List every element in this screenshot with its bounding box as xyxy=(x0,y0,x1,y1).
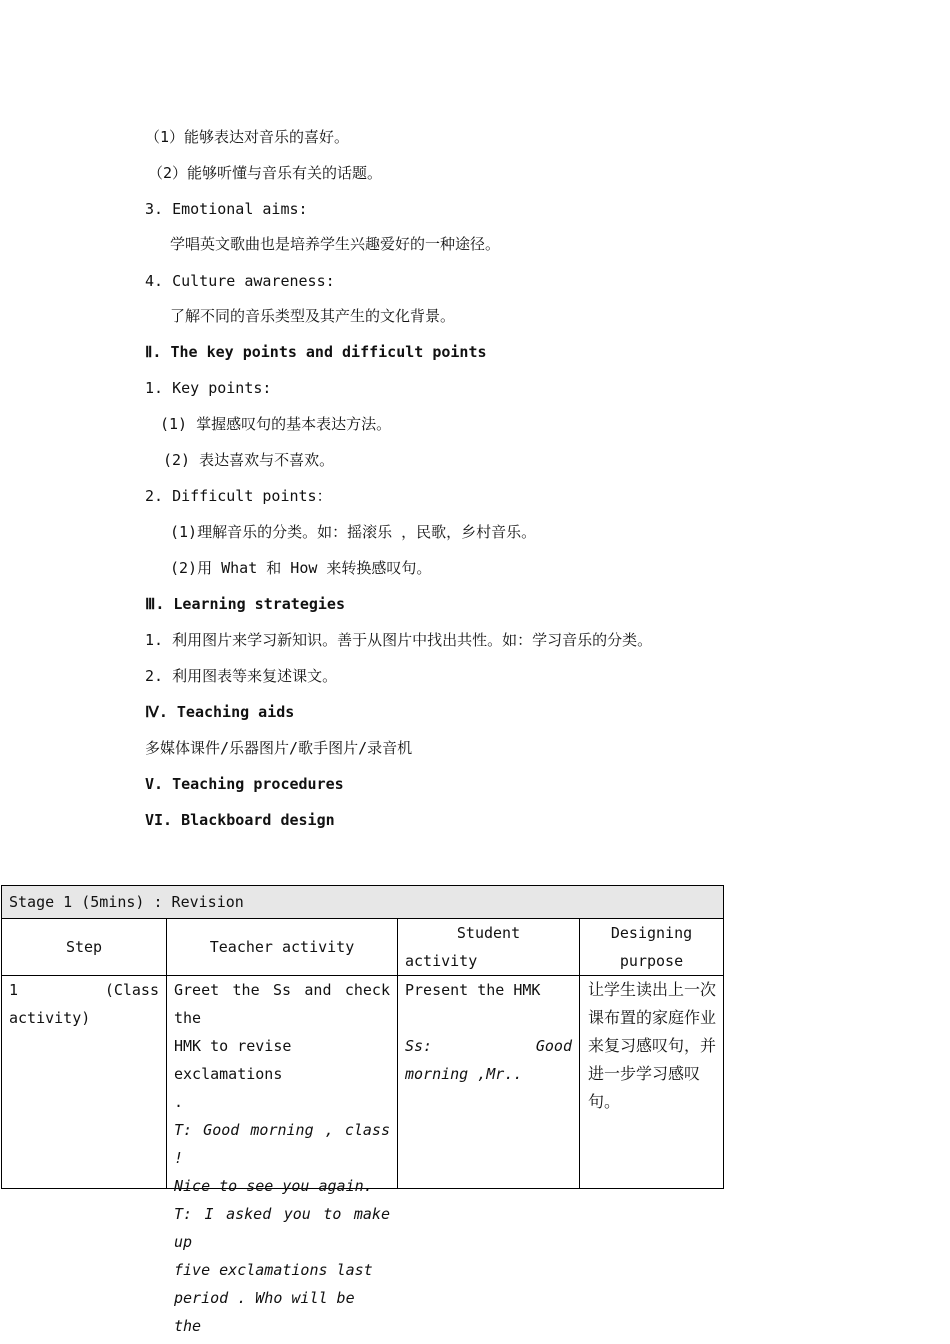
step-cell xyxy=(2,976,167,1189)
emotional-aims-text: 学唱英文歌曲也是培养学生兴趣爱好的一种途径。 xyxy=(170,235,501,253)
header-student-line-1: Student xyxy=(456,924,521,942)
student-line-1: Present the HMK xyxy=(405,981,541,999)
purpose-line-4: 进一步学习感叹 xyxy=(588,1064,701,1083)
step-line-1 xyxy=(9,976,159,1004)
student-line-3: morning ,Mr.. xyxy=(405,1065,523,1083)
step-number: 1 xyxy=(9,981,19,999)
teacher-activity-cell xyxy=(167,976,398,1335)
student-good: Good xyxy=(535,1037,572,1055)
header-designing-purpose xyxy=(580,919,724,976)
key-point-1: (1) 掌握感叹句的基本表达方法。 xyxy=(160,415,392,433)
student-activity-cell xyxy=(398,976,580,1189)
header-student-line-2: activity xyxy=(405,952,478,970)
student-ss: Ss: xyxy=(405,1037,433,1055)
header-teacher-activity: Teacher activity xyxy=(167,919,398,976)
designing-purpose-cell xyxy=(580,976,724,1189)
teacher-line-2: HMK to revise exclamations xyxy=(174,1037,292,1083)
teacher-line-3: . xyxy=(174,1093,184,1111)
strategy-1: 1. 利用图片来学习新知识。善于从图片中找出共性。如：学习音乐的分类。 xyxy=(145,631,653,649)
header-purpose-line-1: Designing xyxy=(610,924,693,942)
purpose-line-5: 句。 xyxy=(588,1092,621,1111)
purpose-line-2: 课布置的家庭作业 xyxy=(588,1008,717,1027)
key-points-heading: 1. Key points: xyxy=(145,379,272,397)
step-activity: activity) xyxy=(9,1009,91,1027)
key-point-2: (2) 表达喜欢与不喜欢。 xyxy=(163,451,335,469)
procedure-table xyxy=(1,885,724,1335)
objective-1: （1）能够表达对音乐的喜好。 xyxy=(145,128,350,146)
section-4-heading: Ⅳ. Teaching aids xyxy=(145,703,295,721)
purpose-line-3: 来复习感叹句，并 xyxy=(588,1036,717,1055)
culture-awareness-heading: 4. Culture awareness: xyxy=(145,272,335,290)
emotional-aims-heading: 3. Emotional aims: xyxy=(145,200,308,218)
teacher-line-5: Nice to see you again. xyxy=(174,1177,373,1195)
teacher-line-7: five exclamations last xyxy=(174,1261,373,1279)
teacher-line-4: T: Good morning , class ! xyxy=(174,1121,390,1167)
difficult-point-2: (2)用 What 和 How 来转换感叹句。 xyxy=(170,559,432,577)
difficult-point-1: (1)理解音乐的分类。如：摇滚乐 ，民歌，乡村音乐。 xyxy=(170,523,537,541)
header-student-activity xyxy=(398,919,580,976)
stage-row xyxy=(2,886,724,919)
section-3-heading: Ⅲ. Learning strategies xyxy=(145,595,345,613)
purpose-line-1: 让学生读出上一次 xyxy=(588,980,717,999)
stage-title: Stage 1 (5mins) : Revision xyxy=(2,886,724,919)
student-line-2 xyxy=(405,1032,572,1060)
header-purpose-line-2: purpose xyxy=(619,952,684,970)
step-class: (Class xyxy=(104,981,159,999)
strategy-2: 2. 利用图表等来复述课文。 xyxy=(145,667,338,685)
teaching-aids-text: 多媒体课件/乐器图片/歌手图片/录音机 xyxy=(145,739,413,757)
culture-awareness-text: 了解不同的音乐类型及其产生的文化背景。 xyxy=(170,307,456,325)
teacher-line-6: T: I asked you to make up xyxy=(174,1205,390,1251)
table-row xyxy=(2,976,724,1189)
section-5-heading: V. Teaching procedures xyxy=(145,775,344,793)
teacher-line-1: Greet the Ss and check the xyxy=(174,981,390,1027)
section-2-heading: Ⅱ. The key points and difficult points xyxy=(145,343,487,361)
difficult-points-heading: 2. Difficult points： xyxy=(145,487,332,505)
objective-2: （2）能够听懂与音乐有关的话题。 xyxy=(148,164,383,182)
teacher-line-8: period . Who will be the xyxy=(174,1289,355,1335)
header-row xyxy=(2,919,724,976)
section-6-heading: VI. Blackboard design xyxy=(145,811,335,829)
header-step: Step xyxy=(2,919,167,976)
